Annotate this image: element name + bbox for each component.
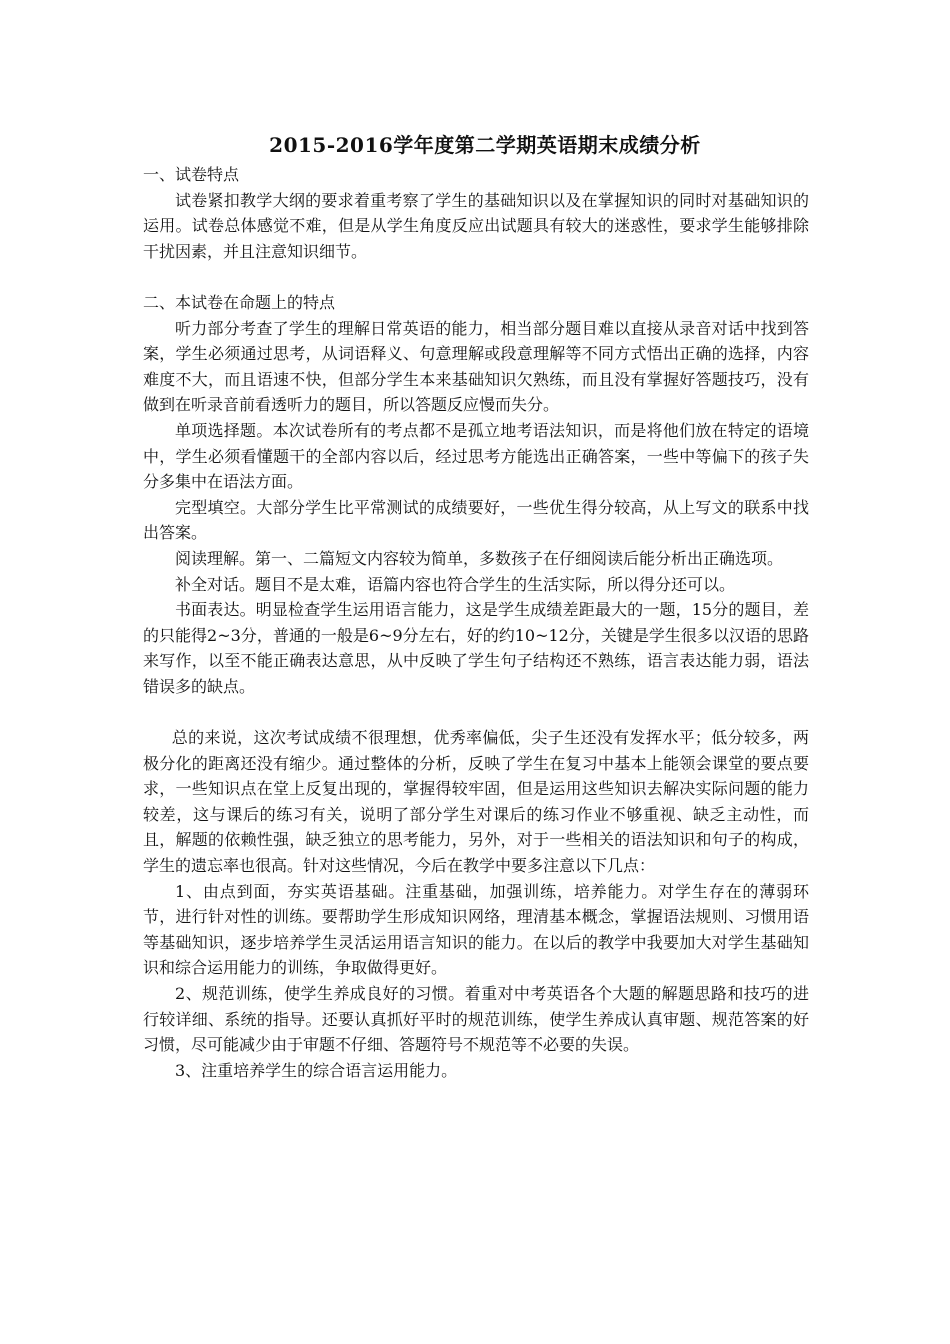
summary-point-1: 1、由点到面，夯实英语基础。注重基础，加强训练，培养能力。对学生存在的薄弱环节，进行针对性的训练。要帮助学生形成知识网络，理清基本概念，掌握语法规则、习惯用语等基础知识，逐步培养学生灵活运用语言知识的能力。在以后的教学中我要加大对学生基础知识和综合运用能力的训练，争取做得更好。 — [143, 881, 809, 978]
section1-heading: 一、试卷特点 — [143, 165, 240, 184]
section1-paragraph: 试卷紧扣教学大纲的要求着重考察了学生的基础知识以及在掌握知识的同时对基础知识的运用。试卷总体感觉不难，但是从学生角度反应出试题具有较大的迷惑性，要求学生能够排除干扰因素，并且注意知识细节。 — [143, 190, 809, 261]
section2-heading: 二、本试卷在命题上的特点 — [143, 292, 336, 312]
dialogue-paragraph: 补全对话。题目不是太难，语篇内容也符合学生的生活实际，所以得分还可以。 — [175, 574, 736, 594]
summary-paragraph: 总的来说，这次考试成绩不很理想，优秀率偏低，尖子生还没有发挥水平；低分较多，两极分化的距离还没有缩少。通过整体的分析，反映了学生在复习中基本上能领会课堂的要点要求，一些知识点在堂上反复出现的，掌握得较牢固，但是运用这些知识去解决实际问题的能力较差，这与课后的练习有关，说明了部分学生对课后的练习作业不够重视、缺乏主动性，而且，解题的依赖性强，缺乏独立的思考能力，另外，对于一些相关的语法知识和句子的构成，学生的遗忘率也很高。针对这些情况，今后在教学中要多注意以下几点： — [143, 728, 809, 876]
listening-paragraph: 听力部分考查了学生的理解日常英语的能力，相当部分题目难以直接从录音对话中找到答案，学生必须通过思考，从词语释义、句意理解或段意理解等不同方式悟出正确的选择，内容难度不大，而且语速不快，但部分学生本来基础知识欠熟练，而且没有掌握好答题技巧，没有做到在听录音前看透听力的题目，所以答题反应慢而失分。 — [143, 318, 809, 415]
single-choice-paragraph: 单项选择题。本次试卷所有的考点都不是孤立地考语法知识，而是将他们放在特定的语境中，学生必须看懂题干的全部内容以后，经过思考方能选出正确答案，一些中等偏下的孩子失分多集中在语法方面。 — [143, 420, 809, 492]
reading-paragraph: 阅读理解。第一、二篇短文内容较为简单，多数孩子在仔细阅读后能分析出正确选项。 — [175, 548, 784, 568]
summary-point-2: 2、规范训练，使学生养成良好的习惯。着重对中考英语各个大题的解题思路和技巧的进行较详细、系统的指导。还要认真抓好平时的规范训练，使学生养成认真审题、规范答案的好习惯，尽可能减少由于审题不仔细、答题符号不规范等不必要的失误。 — [143, 984, 809, 1055]
cloze-paragraph: 完型填空。大部分学生比平常测试的成绩要好，一些优生得分较高，从上写文的联系中找出答案。 — [143, 497, 809, 543]
summary-point-3: 3、注重培养学生的综合语言运用能力。 — [175, 1060, 458, 1080]
document-title: 2015-2016学年度第二学期英语期末成绩分析 — [269, 133, 701, 157]
blank-line — [143, 699, 809, 725]
document-page — [143, 130, 809, 1083]
blank-line — [143, 264, 809, 290]
writing-paragraph: 书面表达。明显检查学生运用语言能力，这是学生成绩差距最大的一题，15分的题目，差的只能得2~3分，普通的一般是6~9分左右，好的约10~12分，关键是学生很多以汉语的思路来写作，以至不能正确表达意思，从中反映了学生句子结构还不熟练，语言表达能力弱，语法错误多的缺点。 — [143, 600, 809, 696]
